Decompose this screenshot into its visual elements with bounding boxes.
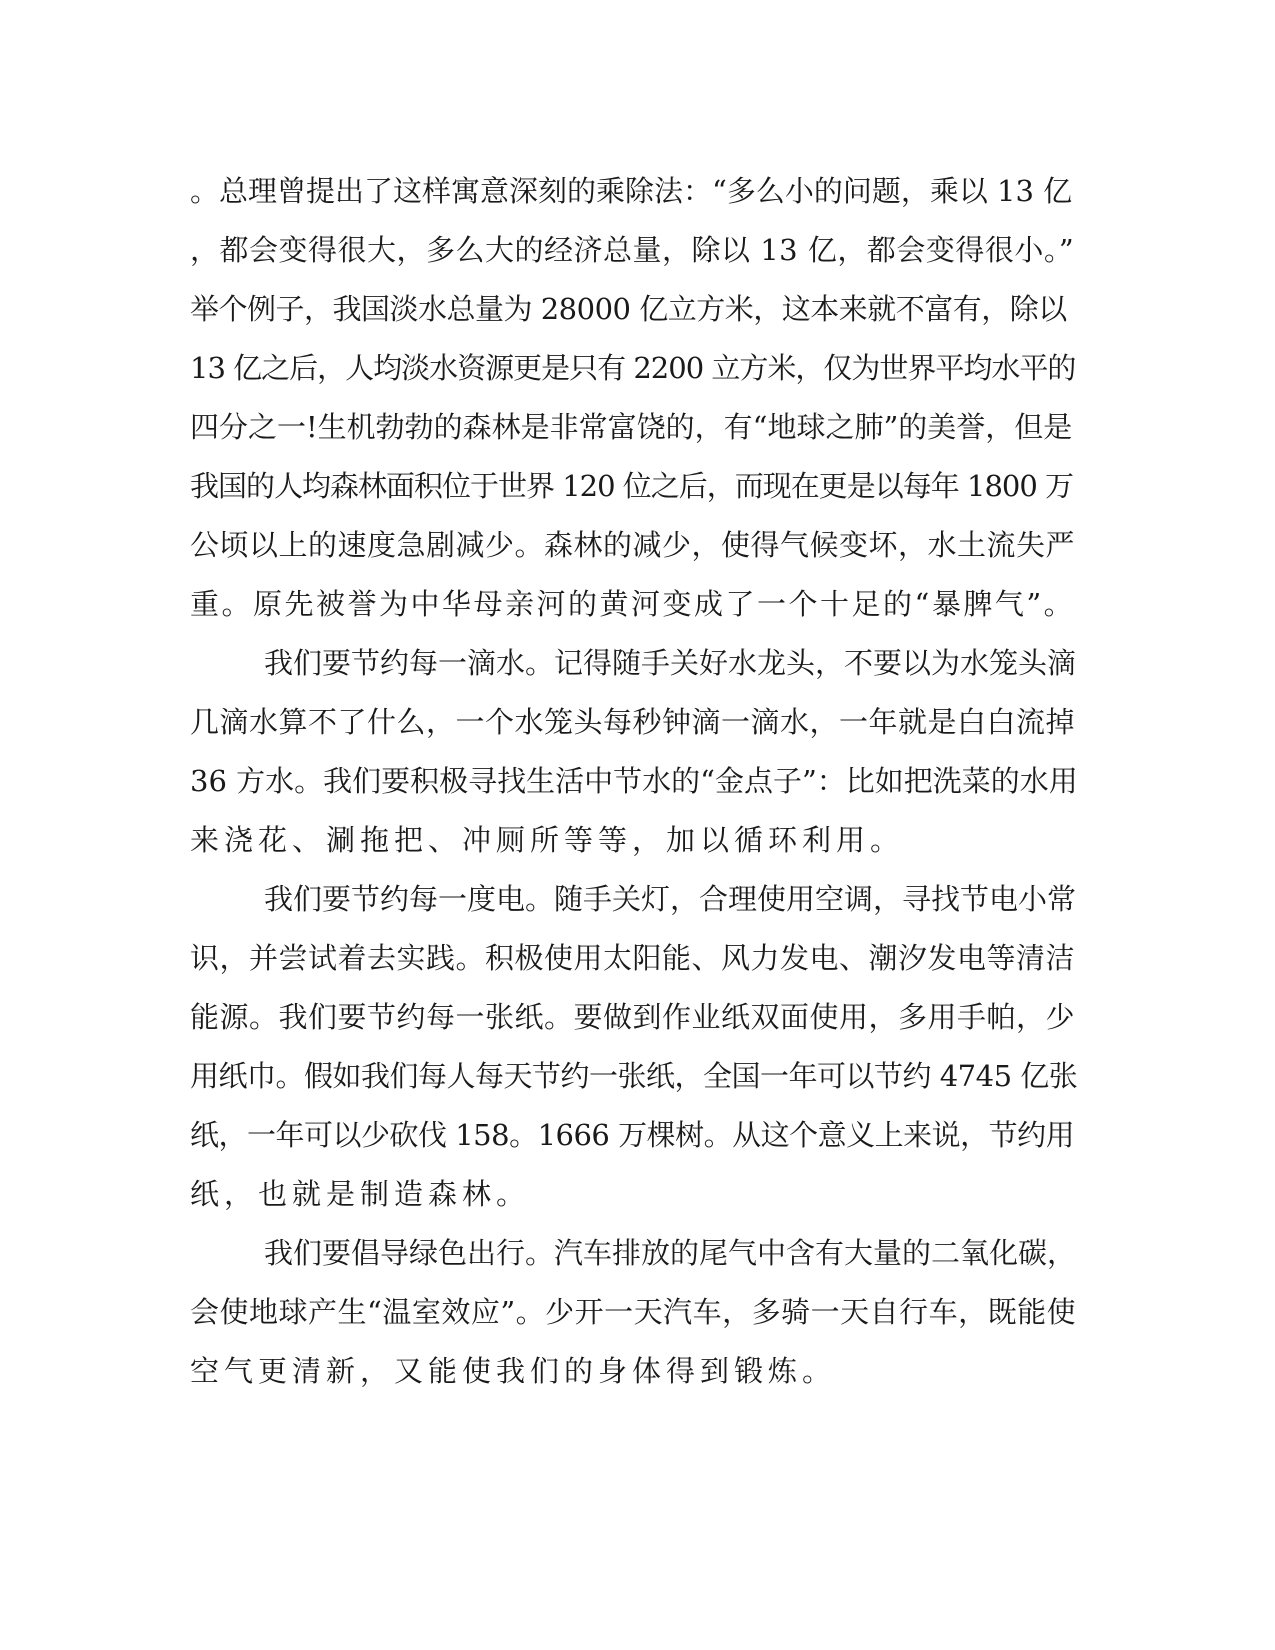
text-line: 几滴水算不了什么，一个水笼头每秒钟滴一滴水，一年就是白白流掉 bbox=[190, 705, 1076, 739]
text-line: 公顷以上的速度急剧减少。森林的减少，使得气候变坏，水土流失严 bbox=[190, 528, 1076, 562]
paragraph-start-line: 我们要节约每一度电。随手关灯，合理使用空调，寻找节电小常 bbox=[264, 882, 1077, 916]
text-line: 纸，也就是制造森林。 bbox=[190, 1177, 531, 1211]
paragraph-start-line: 我们要节约每一滴水。记得随手关好水龙头，不要以为水笼头滴 bbox=[264, 646, 1077, 680]
text-line: 。总理曾提出了这样寓意深刻的乘除法：“多么小的问题，乘以 13 亿 bbox=[190, 174, 1073, 208]
text-line: 36 方水。我们要积极寻找生活中节水的“金点子”：比如把洗菜的水用 bbox=[190, 764, 1078, 798]
text-line: 空气更清新，又能使我们的身体得到锻炼。 bbox=[190, 1354, 837, 1388]
text-line: 来浇花、涮拖把、冲厕所等等，加以循环利用。 bbox=[190, 823, 905, 857]
text-line: 用纸巾。假如我们每人每天节约一张纸，全国一年可以节约 4745 亿张 bbox=[190, 1059, 1078, 1093]
body-text bbox=[190, 162, 1080, 1401]
text-line: 能源。我们要节约每一张纸。要做到作业纸双面使用，多用手帕，少 bbox=[190, 1000, 1076, 1034]
text-line: ，都会变得很大，多么大的经济总量，除以 13 亿，都会变得很小。” bbox=[190, 233, 1075, 267]
paragraph-start-line: 我们要倡导绿色出行。汽车排放的尾气中含有大量的二氧化碳， bbox=[264, 1236, 1077, 1270]
text-line: 重。原先被誉为中华母亲河的黄河变成了一个十足的“暴脾气”。 bbox=[190, 587, 1076, 621]
text-line: 会使地球产生“温室效应”。少开一天汽车，多骑一天自行车，既能使 bbox=[190, 1295, 1077, 1329]
text-line: 纸，一年可以少砍伐 158。1666 万棵树。从这个意义上来说，节约用 bbox=[190, 1118, 1075, 1152]
text-line: 识，并尝试着去实践。积极使用太阳能、风力发电、潮汐发电等清洁 bbox=[190, 941, 1076, 975]
text-line: 13 亿之后，人均淡水资源更是只有 2200 立方米，仅为世界平均水平的 bbox=[190, 351, 1076, 385]
text-line: 举个例子，我国淡水总量为 28000 亿立方米，这本来就不富有，除以 bbox=[190, 292, 1067, 326]
text-line: 四分之一!生机勃勃的森林是非常富饶的，有“地球之肺”的美誉，但是 bbox=[190, 410, 1073, 444]
text-line: 我国的人均森林面积位于世界 120 位之后，而现在更是以每年 1800 万 bbox=[190, 469, 1074, 503]
